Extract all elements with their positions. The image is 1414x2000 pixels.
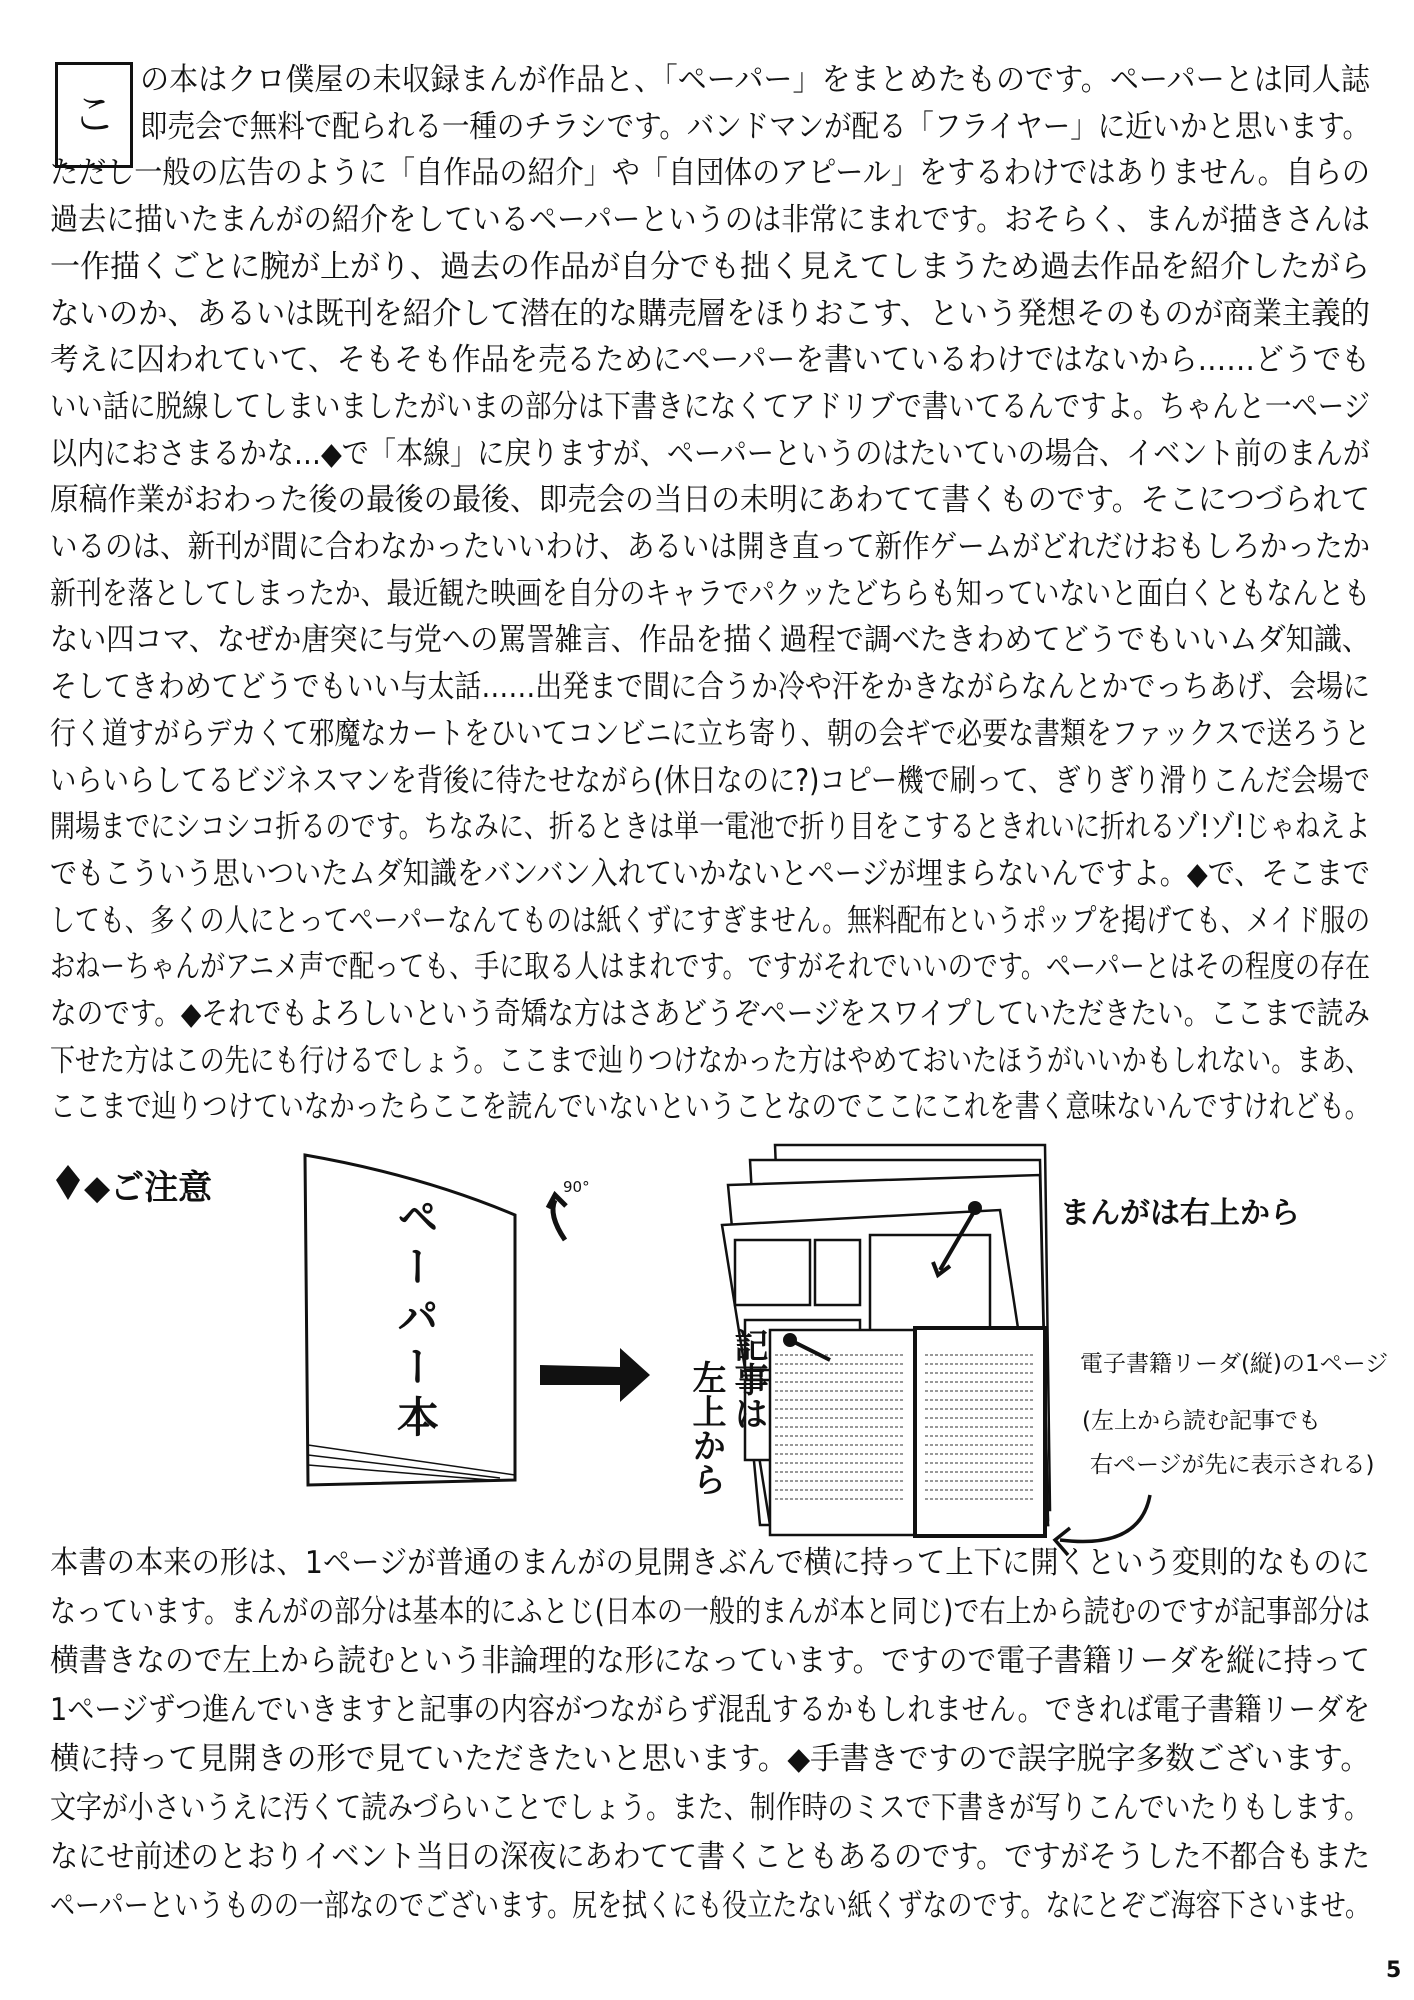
page-number: 5 [1386,1958,1402,1983]
reader-note-2: 右ページが先に表示される) [1090,1452,1375,1478]
rotation-label: 90° [563,1178,590,1196]
text-line-content: の本はクロ僕屋の未収録まんが作品と、「ペーパー」をまとめたものです。ペーパーとは同人誌 [140,62,1370,98]
text-line-content: 文字が小さいうえに汚くて読みづらいことでしょう。また、制作時のミスで下書きが写りこんでいたりもします。 [50,1790,1370,1826]
text-line-content: そしてきわめてどうでもいい与太話……出発まで間に合うか冷や汗をかきながらなんとかでっちあげ、会場に [50,669,1370,706]
caution-heading: ◆ご注意 [84,1168,213,1208]
text-line-content: ペーパーというものの一部なのでございます。尻を拭くにも役立たない紙くずなのです。なにとぞご海容下さいませ。 [50,1888,1370,1924]
diamond-icon [56,1165,80,1200]
text-line-content: ここまで辿りつけていなかったらここを読んでいないということなのでここにこれを書く意味ないんですけれども。 [50,1089,1370,1126]
text-line-content: ない四コマ、なぜか唐突に与党への罵詈雑言、作品を描く過程で調べたきわめてどうでもいいムダ知識、 [50,622,1370,659]
book-title: ペーパー本 [391,1195,440,1445]
text-line-content: なっています。まんがの部分は基本的にふとじ(日本の一般的まんが本と同じ)で右上から読むのですが記事部分は [50,1594,1370,1630]
reader-note-1: (左上から読む記事でも [1082,1408,1321,1434]
text-line [50,1884,1370,1928]
text-line-content: 本書の本来の形は、1ページが普通のまんがの見開きぶんで横に持って上下に開くという変則的なものに [50,1545,1370,1581]
text-line-content: 横に持って見開きの形で見ていただきたいと思います。◆手書きですので誤字脱字多数ございます。 [50,1741,1370,1777]
text-line-content: ただし一般の広告のように「自作品の紹介」や「自団体のアピール」をするわけではありません。自らの [50,155,1370,192]
text-line-content: なにせ前述のとおりイベント当日の深夜にあわてて書くこともあるのです。ですがそうした不都合もまた [50,1839,1370,1875]
text-line-content: いらいらしてるビジネスマンを背後に待たせながら(休日なのに?)コピー機で刷って、ぎりぎり滑りこんだ会場で [50,762,1370,799]
text-line-content: なのです。◆それでもよろしいという奇矯な方はさあどうぞページをスワイプしていただきたい。ここまで読み [50,996,1370,1032]
text-line-content: おねーちゃんがアニメ声で配っても、手に取る人はまれです。ですがそれでいいのです。ペーパーとはその程度の存在 [50,949,1370,986]
text-line-content: 考えに囚われていて、そもそも作品を売るためにペーパーを書いているわけではないから……どうでも [50,342,1370,379]
article-direction-label-2: 左上から [686,1360,726,1496]
text-line [50,1541,1370,1585]
rotate-arrow-icon [548,1195,566,1240]
text-line [50,1590,1370,1634]
text-line-content: 一作描くごとに腕が上がり、過去の作品が自分でも拙く見えてしまうため過去作品を紹介したがら [50,248,1370,285]
text-line-content: 開場までにシコシコ折るのです。ちなみに、折るときは単一電池で折り目をこするときれいに折れるゾ!ゾ!じゃねえよ [50,809,1370,846]
text-line [50,1737,1370,1781]
text-line-content: しても、多くの人にとってペーパーなんてものは紙くずにすぎません。無料配布というポップを掲げても、メイド服の [50,902,1370,939]
text-line-content: でもこういう思いついたムダ知識をバンバン入れていかないとページが埋まらないんですよ。◆で、そこまで [50,855,1370,892]
right-arrow-icon [540,1348,650,1402]
text-line-content: 1ページずつ進んでいきますと記事の内容がつながらず混乱するかもしれません。できれば電子書籍リーダを [50,1692,1370,1728]
manga-direction-label: まんがは右上から [1060,1196,1300,1231]
reader-label: 電子書籍リーダ(縦)の1ページ [1080,1351,1389,1377]
text-line-content: 即売会で無料で配られる一種のチラシです。バンドマンが配る「フライヤー」に近いかと思います。 [140,108,1370,145]
text-line-content: いい話に脱線してしまいましたがいまの部分は下書きになくてアドリブで書いてるんですよ。ちゃんと一ページ [50,388,1370,425]
text-line-content: 原稿作業がおわった後の最後の最後、即売会の当日の未明にあわてて書くものです。そこにつづられて [50,482,1370,519]
text-line [50,1639,1370,1683]
text-line-content: いるのは、新刊が間に合わなかったいいわけ、あるいは開き直って新作ゲームがどれだけおもしろかったか [50,529,1370,565]
text-line-content: 過去に描いたまんがの紹介をしているペーパーというのは非常にまれです。おそらく、まんが描きさんは [50,202,1370,239]
article-direction-label-1: 記事は [728,1328,768,1430]
text-line-content: 新刊を落としてしまったか、最近観た映画を自分のキャラでパクッたどちらも知っていないと面白くともなんとも [50,575,1370,612]
text-line-content: 以内におさまるかな…◆で「本線」に戻りますが、ペーパーというのはたいていの場合、イベント前のまんが [50,435,1370,472]
text-line [50,1688,1370,1732]
drop-cap: こ [55,62,133,168]
text-line-content: ないのか、あるいは既刊を紹介して潜在的な購売層をほりおこす、という発想そのものが商業主義的 [50,295,1370,332]
text-line [50,1786,1370,1830]
text-line-content: 下せた方はこの先にも行けるでしょう。ここまで辿りつけなかった方はやめておいたほうがいいかもしれない。まあ、 [50,1042,1370,1079]
text-line-content: 横書きなので左上から読むという非論理的な形になっています。ですので電子書籍リーダを縦に持って [50,1643,1370,1679]
text-line [50,1835,1370,1879]
text-line-content: 行く道すがらデカくて邪魔なカートをひいてコンビニに立ち寄り、朝の会ギで必要な書類をファックスで送ろうと [50,715,1370,752]
